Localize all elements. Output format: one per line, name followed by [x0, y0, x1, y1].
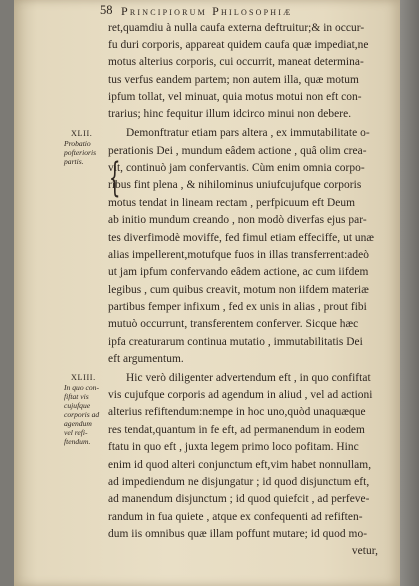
body-text-line: mutuò occurrunt, transferentem conferver. Sicque hæc: [108, 318, 359, 330]
body-text-line: ad manendum disjunctum ; id quod quiefcit , ad perfeve-: [108, 493, 370, 505]
body-text-line: motus alterius corporis, cui occurrit, maneat determina-: [108, 56, 364, 68]
body-text-line: vetur,: [351, 545, 378, 557]
body-text-line: res tendat,quantum in fe eft, ad permanendum in eodem: [108, 424, 365, 436]
body-text-line: trarius; hinc fequitur illum idcirco minui non debere.: [108, 108, 352, 120]
body-text-line: ftatu in quo eft , juxta legem primo loco pofitam. Hinc: [108, 441, 359, 453]
body-text-line: eft argumentum.: [108, 353, 184, 365]
margin-note-line: Probatio: [64, 139, 91, 148]
body-text-line: partibus femper infixum , fed ex unis in alias , prout fibi: [108, 301, 367, 313]
margin-note-line: partis.: [64, 157, 84, 166]
body-text-line: Demonftratur etiam pars altera , ex immutabilitate o-: [126, 127, 370, 139]
body-text-line: vit, continuò jam confervantis. Cùm enim omnia corpo-: [108, 162, 365, 174]
body-text-line: perationis Dei , mundum eâdem actione , quâ olim crea-: [108, 145, 367, 157]
margin-note-line: vel refi-: [64, 428, 88, 437]
facing-page-edge: [400, 0, 419, 586]
body-text-line: ipfa creaturarum continua mutatio , immutabilitatis Dei: [108, 336, 363, 348]
margin-note-line: cujufque: [64, 401, 91, 410]
body-text-line: fu duri corporis, appareat quidem caufa quæ impediat,ne: [108, 39, 369, 51]
margin-note-line: fiftat vis: [64, 392, 89, 401]
body-text-line: ab initio mundum creando , non modò diverfas ejus par-: [108, 214, 367, 226]
margin-note-line: ftendum.: [64, 437, 91, 446]
margin-note-line: agendum: [64, 419, 92, 428]
body-text-line: alias impellerent,motufque fuos in illas transferrent:adeò: [108, 249, 370, 261]
body-text-line: enim id quod alteri conjunctum eft,vim habet nonnullam,: [108, 459, 372, 471]
body-text-line: ipfum tollat, vel minuat, quia motus motui non eft con-: [108, 91, 362, 103]
body-text-line: legibus , cum quibus creavit, motum non iifdem materiæ: [108, 284, 369, 296]
running-title: Principiorum Philosophiæ: [121, 4, 293, 18]
body-text-line: vis cujufque corporis ad agendum in aliud , vel ad actioni: [108, 389, 373, 401]
margin-note-number: XLII.: [71, 129, 93, 138]
body-text-line: ret,quamdiu à nulla caufa externa deftruitur;& in occur-: [108, 22, 365, 34]
margin-note-line: In quo con-: [64, 383, 100, 392]
body-text-line: ribus fint plena , & nihilominus uniufcujufque corporis: [108, 179, 362, 191]
page-number: 58: [100, 3, 113, 17]
body-text-line: dum iis omnibus quæ illam poffunt mutare; id quod mo-: [108, 528, 368, 540]
book-page: [14, 0, 400, 586]
body-text-line: tes diverfimodè moviffe, fed fimul etiam effeciffe, ut unæ: [108, 232, 375, 244]
margin-brace: {: [108, 155, 121, 201]
body-text-line: randum in fua quiete , atque ex confequenti ad refiften-: [108, 511, 363, 523]
margin-note-line: corporis ad: [64, 410, 100, 419]
margin-note-number: XLIII.: [71, 373, 96, 382]
body-text-line: tus verfus eandem partem; non autem illa, quæ motum: [108, 74, 359, 86]
body-text-line: Hic verò diligenter advertendum eft , in quo confiftat: [126, 372, 371, 384]
body-text-line: ut jam ipfum confervando eâdem actione, ac cum iifdem: [108, 266, 369, 278]
body-text-line: ad impediendum ne disjungatur ; id quod disjunctum eft,: [108, 476, 370, 488]
body-text-line: motus tendat in lineam rectam , perfpicuum eft Deum: [108, 197, 356, 209]
body-text-line: alterius refiftendum:nempe in hoc uno,quòd unaquæque: [108, 406, 366, 418]
margin-note-line: pofterioris: [64, 148, 97, 157]
